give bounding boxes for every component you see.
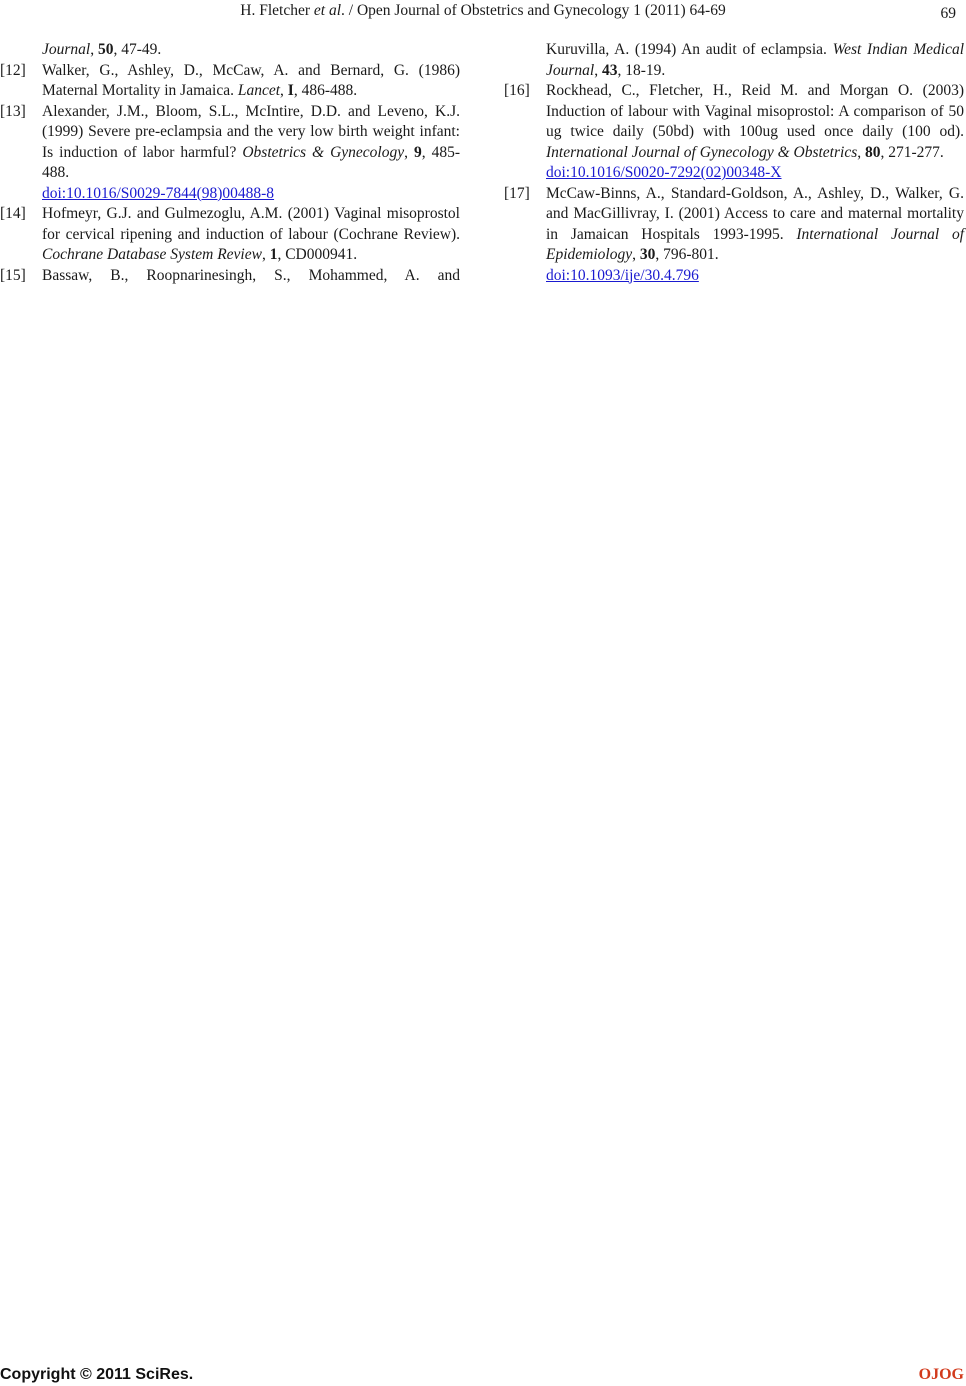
running-header bbox=[0, 0, 966, 22]
reference-separator: , bbox=[594, 61, 602, 79]
reference-12 bbox=[0, 61, 460, 102]
reference-separator: , bbox=[632, 246, 640, 263]
reference-number: [14] bbox=[0, 205, 26, 222]
page-footer bbox=[0, 1364, 966, 1386]
reference-continuation bbox=[504, 40, 964, 81]
reference-separator: , bbox=[261, 246, 270, 263]
running-title bbox=[0, 0, 966, 22]
reference-volume: 50 bbox=[97, 41, 114, 58]
reference-text: Kuruvilla, A. (1994) An audit of eclampsia. bbox=[546, 41, 833, 58]
reference-volume: I bbox=[287, 82, 294, 99]
copyright-notice: Copyright © 2011 SciRes. bbox=[0, 1366, 194, 1383]
reference-journal: West Indian Medical Journal bbox=[546, 41, 965, 79]
reference-journal: International Journal of Gynecology & Obstetrics bbox=[546, 143, 858, 161]
reference-number: [17] bbox=[504, 184, 530, 202]
reference-number: [15] bbox=[0, 266, 26, 284]
reference-16 bbox=[504, 81, 964, 184]
reference-pages: , CD000941. bbox=[277, 246, 358, 263]
reference-volume: 9 bbox=[413, 143, 422, 161]
references-right-column bbox=[504, 40, 964, 286]
reference-volume: 80 bbox=[865, 143, 881, 161]
reference-text: Bassaw, B., Roopnarinesingh, S., Mohammed, A. and bbox=[42, 266, 460, 284]
reference-separator: , bbox=[280, 82, 288, 99]
running-title-authors: H. Fletcher bbox=[240, 2, 314, 19]
reference-separator: , bbox=[90, 41, 98, 58]
reference-separator: , bbox=[404, 143, 414, 161]
reference-pages: , 47-49. bbox=[113, 41, 162, 58]
references-left-column bbox=[0, 40, 460, 286]
reference-volume: 30 bbox=[639, 246, 656, 263]
reference-13 bbox=[0, 102, 460, 205]
reference-number: [13] bbox=[0, 102, 26, 120]
reference-number: [16] bbox=[504, 82, 530, 99]
reference-pages: , 796-801. bbox=[655, 246, 719, 263]
journal-abbreviation: OJOG bbox=[918, 1366, 964, 1383]
running-title-etal: et al bbox=[313, 2, 342, 19]
reference-pages: , 18-19. bbox=[617, 61, 666, 79]
reference-pages: , 486-488. bbox=[293, 82, 358, 99]
reference-17 bbox=[504, 184, 964, 287]
doi-link[interactable]: doi:10.1016/S0029-7844(98)00488-8 bbox=[42, 184, 275, 202]
reference-journal: Obstetrics & Gynecology bbox=[242, 143, 405, 161]
reference-pages: , 271-277. bbox=[880, 143, 944, 161]
reference-text: McCaw-Binns, A., Standard-Goldson, A., Ashley, D., Walker, G. and MacGillivray, I. (2001) Access to care and maternal mortality in Jamaican Hospitals 1993-1995. bbox=[546, 184, 964, 243]
reference-text: Rockhead, C., Fletcher, H., Reid M. and Morgan O. (2003) Induction of labour with Vaginal misoprostol: A comparison of 50 ug twice daily (50bd) with 100ug used once daily (100 od). bbox=[546, 82, 964, 140]
running-title-journal: . / Open Journal of Obstetrics and Gynecology 1 (2011) 64-69 bbox=[341, 2, 726, 19]
reference-text: Alexander, J.M., Bloom, S.L., McIntire, D.D. and Leveno, K.J. (1999) Severe pre-eclampsia and the very low birth weight infant: Is induction of labor harmful? bbox=[42, 102, 460, 161]
reference-journal: Cochrane Database System Review bbox=[42, 246, 262, 263]
reference-text: Hofmeyr, G.J. and Gulmezoglu, A.M. (2001) Vaginal misoprostol for cervical ripening and induction of labour (Cochrane Review). bbox=[42, 205, 460, 243]
reference-text: Walker, G., Ashley, D., McCaw, A. and Bernard, G. (1986) Maternal Mortality in Jamaica. bbox=[42, 61, 460, 99]
page-number: 69 bbox=[940, 5, 956, 22]
doi-link[interactable]: doi:10.1093/ije/30.4.796 bbox=[546, 266, 699, 284]
reference-separator: , bbox=[857, 143, 865, 161]
reference-volume: 43 bbox=[601, 61, 618, 79]
doi-link[interactable]: doi:10.1016/S0020-7292(02)00348-X bbox=[546, 164, 782, 181]
reference-number: [12] bbox=[0, 61, 26, 79]
reference-journal: International Journal of Epidemiology bbox=[546, 225, 964, 263]
reference-journal: Journal bbox=[42, 41, 91, 58]
reference-15 bbox=[0, 266, 460, 287]
reference-continuation bbox=[0, 40, 460, 61]
reference-journal: Lancet bbox=[237, 82, 281, 99]
reference-14 bbox=[0, 204, 460, 266]
reference-volume: 1 bbox=[269, 246, 278, 263]
reference-pages: , 485-488. bbox=[42, 143, 461, 181]
